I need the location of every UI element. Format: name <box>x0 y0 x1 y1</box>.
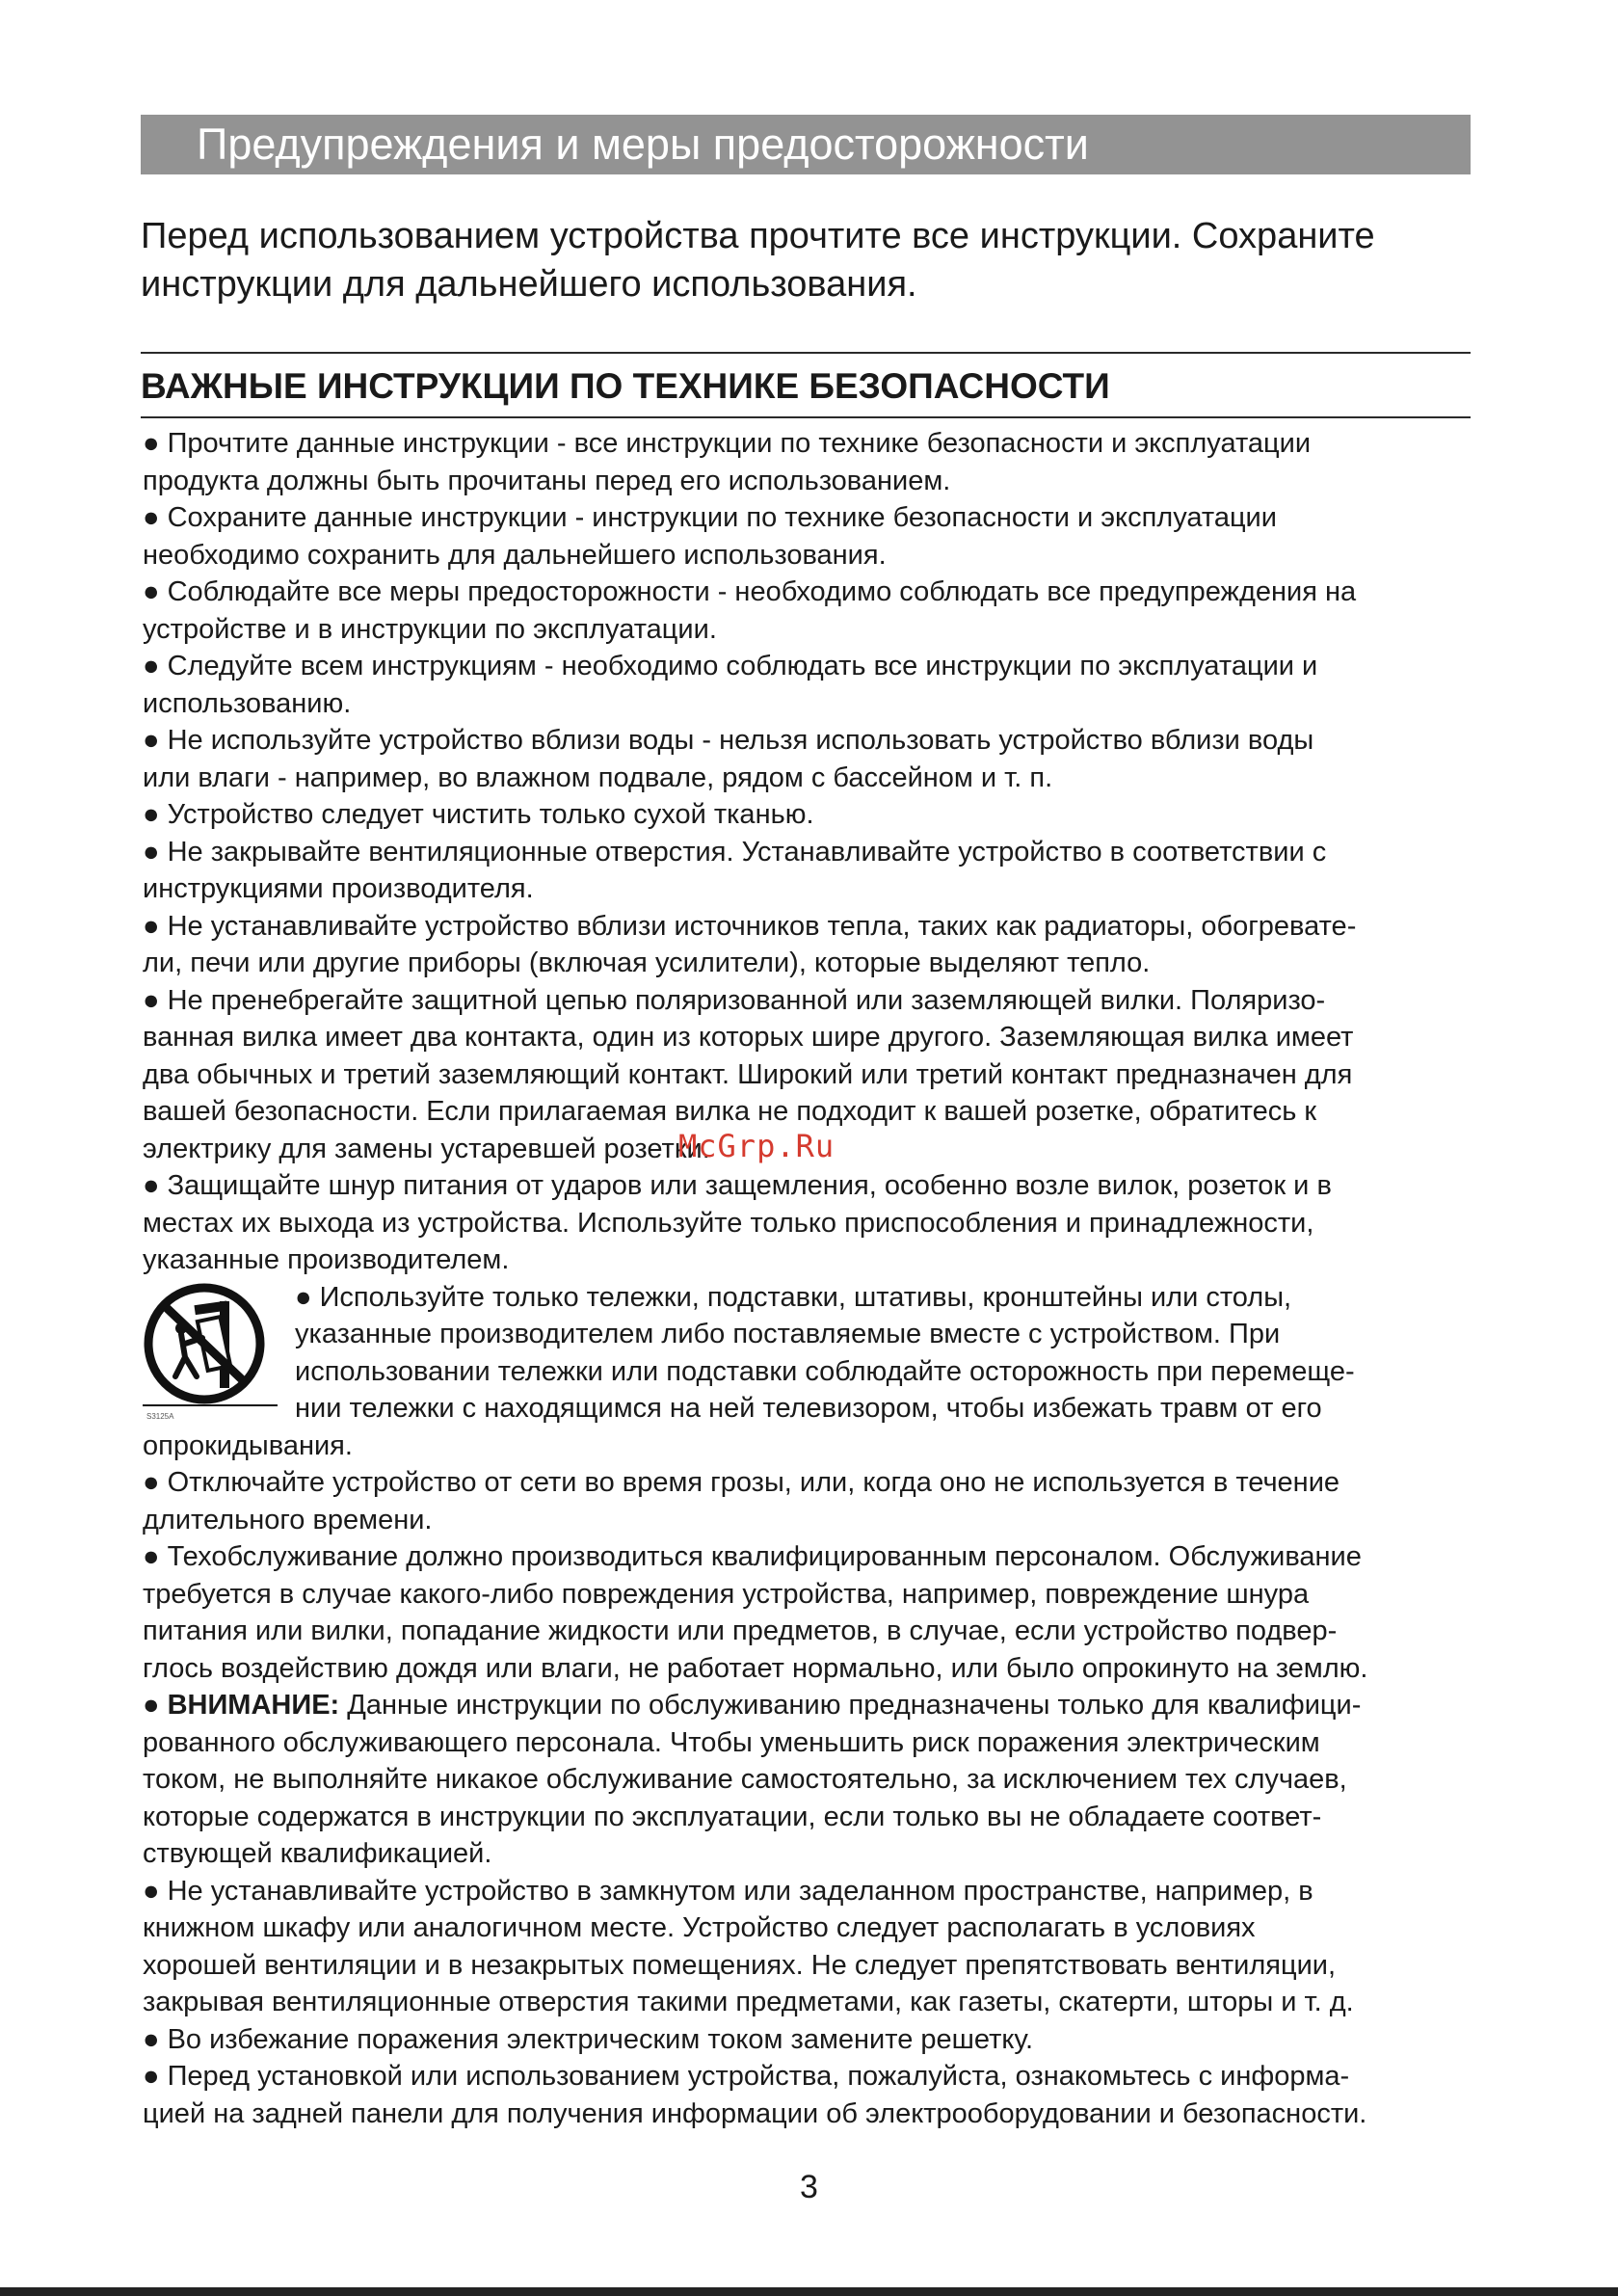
instruction-line: использованию. <box>143 687 352 719</box>
instruction-line: ● Техобслуживание должно производиться квалифицированным персоналом. Обслуживание <box>143 1541 1362 1572</box>
instruction-line: ● Используйте только тележки, подставки, штативы, кронштейны или столы, <box>295 1281 1292 1313</box>
instruction-line: вашей безопасности. Если прилагаемая вилка не подходит к вашей розетке, обратитесь к <box>143 1096 1317 1127</box>
instruction-line: которые содержатся в инструкции по эксплуатации, если только вы не обладаете соответ- <box>143 1801 1322 1832</box>
intro-line: инструкции для дальнейшего использования. <box>141 264 917 305</box>
instruction-line: книжном шкафу или аналогичном месте. Устройство следует располагать в условиях <box>143 1912 1256 1943</box>
warning-text: Данные инструкции по обслуживанию предназначены только для квалифици- <box>347 1690 1362 1721</box>
instruction-line: указанные производителем. <box>143 1244 510 1275</box>
instruction-line: требуется в случае какого-либо повреждения устройства, например, повреждение шнура <box>143 1578 1310 1610</box>
instruction-line: ● Прочтите данные инструкции - все инструкции по технике безопасности и эксплуатации <box>143 428 1312 459</box>
instruction-line: местах их выхода из устройства. Используйте только приспособления и принадлежности, <box>143 1207 1314 1239</box>
bottom-border <box>0 2287 1618 2296</box>
safety-instructions <box>143 425 1482 2132</box>
instruction-line: ● Устройство следует чистить только сухой тканью. <box>143 799 814 830</box>
instruction-line: ● Следуйте всем инструкциям - необходимо соблюдать все инструкции по эксплуатации и <box>143 651 1318 681</box>
instruction-line: длительного времени. <box>143 1504 433 1535</box>
instruction-line: указанные производителем либо поставляемые вместе с устройством. При <box>295 1319 1281 1349</box>
instruction-line: закрывая вентиляционные отверстия такими предметами, как газеты, скатерти, шторы и т. д. <box>143 1987 1354 2017</box>
instruction-line: два обычных и третий заземляющий контакт. Широкий или третий контакт предназначен для <box>143 1058 1353 1090</box>
instruction-line: ванная вилка имеет два контакта, один из которых шире другого. Заземляющая вилка имеет <box>143 1022 1354 1053</box>
heading-bottom-rule <box>141 416 1471 418</box>
warning-label: ● ВНИМАНИЕ: <box>143 1690 340 1721</box>
instruction-line: ● Не закрывайте вентиляционные отверстия. Устанавливайте устройство в соответствии с <box>143 836 1327 868</box>
instruction-line: питания или вилки, попадание жидкости или предметов, в случае, если устройство подвер- <box>143 1615 1338 1646</box>
title-bar <box>141 115 1471 174</box>
instruction-line: ● Во избежание поражения электрическим током замените решетку. <box>143 2023 1034 2055</box>
intro-line: Перед использованием устройства прочтите все инструкции. Сохраните <box>141 216 1375 256</box>
instruction-line: ● Не устанавливайте устройство в замкнутом или заделанном пространстве, например, в <box>143 1875 1313 1907</box>
page-number: 3 <box>800 2169 818 2205</box>
instruction-line: ● Не пренебрегайте защитной цепью поляризованной или заземляющей вилки. Поляризо- <box>143 984 1326 1016</box>
page-title: Предупреждения и меры предосторожности <box>197 120 1089 169</box>
instruction-line: продукта должны быть прочитаны перед его использованием. <box>143 465 951 496</box>
instruction-line: необходимо сохранить для дальнейшего использования. <box>143 539 887 571</box>
instruction-line: ● Перед установкой или использованием устройства, пожалуйста, ознакомьтесь с информа- <box>143 2061 1350 2092</box>
warning-line <box>143 1687 1482 1724</box>
intro-paragraph <box>141 212 1490 308</box>
instruction-line: цией на задней панели для получения информации об электрооборудовании и безопасности. <box>143 2097 1367 2129</box>
instruction-line: опрокидывания. <box>143 1429 353 1461</box>
instruction-line: ● Не используйте устройство вблизи воды - нельзя использовать устройство вблизи воды <box>143 725 1314 756</box>
instruction-line: использовании тележки или подставки соблюдайте осторожность при перемеще- <box>295 1355 1355 1387</box>
instruction-line: рованного обслуживающего персонала. Чтобы уменьшить риск поражения электрическим <box>143 1726 1320 1758</box>
section-heading: ВАЖНЫЕ ИНСТРУКЦИИ ПО ТЕХНИКЕ БЕЗОПАСНОСТИ <box>141 366 1110 406</box>
instruction-line: глось воздействию дождя или влаги, не работает нормально, или было опрокинуто на землю. <box>143 1652 1368 1684</box>
watermark: McGrp.Ru <box>678 1128 836 1164</box>
instruction-line: ● Сохраните данные инструкции - инструкции по технике безопасности и эксплуатации <box>143 502 1277 533</box>
instruction-line: устройстве и в инструкции по эксплуатации. <box>143 613 717 645</box>
instruction-line: ● Защищайте шнур питания от ударов или защемления, особенно возле вилок, розеток и в <box>143 1170 1332 1201</box>
heading-top-rule <box>141 352 1471 354</box>
icon-caption: S3125A <box>146 1412 174 1421</box>
instruction-line: ● Отключайте устройство от сети во время грозы, или, когда оно не используется в течение <box>143 1467 1340 1498</box>
instruction-line: ● Соблюдайте все меры предосторожности - необходимо соблюдать все предупреждения на <box>143 576 1357 607</box>
instruction-line: ствующей квалификацией. <box>143 1838 492 1869</box>
instruction-line: ли, печи или другие приборы (включая усилители), которые выделяют тепло. <box>143 948 1151 978</box>
instruction-line: ● Не устанавливайте устройство вблизи источников тепла, таких как радиаторы, обогревате- <box>143 910 1357 942</box>
instruction-line: нии тележки с находящимся на ней телевизором, чтобы избежать травм от его <box>295 1393 1322 1424</box>
instruction-line: или влаги - например, во влажном подвале, рядом с бассейном и т. п. <box>143 761 1053 793</box>
instruction-line: электрику для замены устаревшей розетки. <box>143 1133 710 1164</box>
instruction-line: током, не выполняйте никакое обслуживание самостоятельно, за исключением тех случаев, <box>143 1764 1347 1795</box>
instruction-line: хорошей вентиляции и в незакрытых помещениях. Не следует препятствовать вентиляции, <box>143 1949 1337 1981</box>
instruction-line: инструкциями производителя. <box>143 873 534 904</box>
